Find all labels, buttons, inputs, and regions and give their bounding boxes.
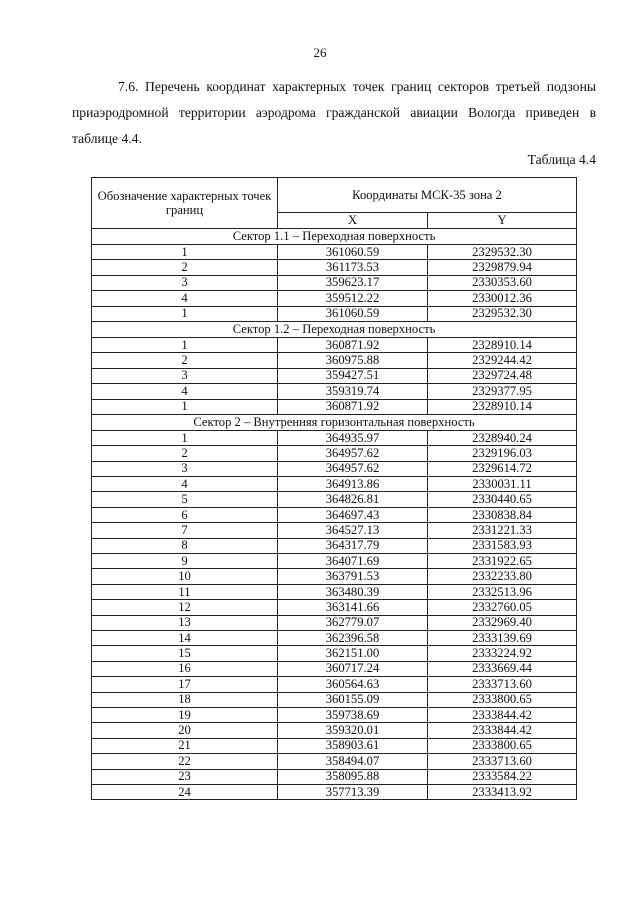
table-row [92,507,577,522]
y-coordinate-cell: 2329724.48 [428,368,577,383]
point-number-cell: 21 [92,738,278,753]
table-row [92,291,577,306]
x-coordinate-cell: 358095.88 [278,769,428,784]
point-number-cell: 9 [92,554,278,569]
y-coordinate-cell: 2329532.30 [428,306,577,321]
point-number-cell: 13 [92,615,278,630]
table-row [92,661,577,676]
table-row [92,477,577,492]
table-row [92,430,577,445]
table-row [92,523,577,538]
x-coordinate-cell: 364317.79 [278,538,428,553]
point-number-cell: 4 [92,477,278,492]
sector-header-row [92,321,577,337]
x-coordinate-cell: 360564.63 [278,677,428,692]
x-coordinate-cell: 364697.43 [278,507,428,522]
x-coordinate-cell: 363480.39 [278,584,428,599]
table-row [92,769,577,784]
table-row [92,615,577,630]
x-coordinate-cell: 360155.09 [278,692,428,707]
point-number-cell: 3 [92,275,278,290]
header-coordinates: Координаты МСК-35 зона 2 [278,178,577,213]
y-coordinate-cell: 2331221.33 [428,523,577,538]
table-row [92,368,577,383]
table-row [92,584,577,599]
point-number-cell: 1 [92,430,278,445]
point-number-cell: 22 [92,754,278,769]
sector-header-row [92,229,577,245]
point-number-cell: 4 [92,384,278,399]
x-coordinate-cell: 357713.39 [278,784,428,799]
x-coordinate-cell: 360975.88 [278,353,428,368]
y-coordinate-cell: 2333844.42 [428,707,577,722]
y-coordinate-cell: 2330031.11 [428,477,577,492]
y-coordinate-cell: 2333844.42 [428,723,577,738]
table-caption: Таблица 4.4 [527,152,596,167]
point-number-cell: 1 [92,245,278,260]
y-coordinate-cell: 2329614.72 [428,461,577,476]
table-row [92,784,577,799]
table-row [92,260,577,275]
y-coordinate-cell: 2333584.22 [428,769,577,784]
table-row [92,707,577,722]
y-coordinate-cell: 2328910.14 [428,399,577,414]
point-number-cell: 8 [92,538,278,553]
table-row [92,692,577,707]
x-coordinate-cell: 363141.66 [278,600,428,615]
y-coordinate-cell: 2333800.65 [428,738,577,753]
y-coordinate-cell: 2330440.65 [428,492,577,507]
intro-paragraph: 7.6. Перечень координат характерных точек границ секторов третьей подзоны приаэродромной территории аэродрома гражданской авиации Вологда приведен в таблице 4.4. [72,79,596,146]
x-coordinate-cell: 360871.92 [278,337,428,352]
x-coordinate-cell: 358903.61 [278,738,428,753]
y-coordinate-cell: 2332513.96 [428,584,577,599]
table-row [92,738,577,753]
point-number-cell: 2 [92,353,278,368]
x-coordinate-cell: 359320.01 [278,723,428,738]
x-coordinate-cell: 364913.86 [278,477,428,492]
point-number-cell: 4 [92,291,278,306]
table-row [92,245,577,260]
y-coordinate-cell: 2328910.14 [428,337,577,352]
table-body [92,229,577,800]
x-coordinate-cell: 362779.07 [278,615,428,630]
table-row [92,461,577,476]
y-coordinate-cell: 2333139.69 [428,630,577,645]
table-row [92,538,577,553]
y-coordinate-cell: 2333713.60 [428,677,577,692]
y-coordinate-cell: 2333800.65 [428,692,577,707]
y-coordinate-cell: 2333669.44 [428,661,577,676]
table-row [92,399,577,414]
point-number-cell: 3 [92,368,278,383]
table-row [92,275,577,290]
point-number-cell: 23 [92,769,278,784]
x-coordinate-cell: 359319.74 [278,384,428,399]
table-row [92,723,577,738]
table-row [92,600,577,615]
header-x: X [278,213,428,229]
x-coordinate-cell: 364957.62 [278,446,428,461]
point-number-cell: 19 [92,707,278,722]
y-coordinate-cell: 2329532.30 [428,245,577,260]
x-coordinate-cell: 364957.62 [278,461,428,476]
table-row [92,492,577,507]
y-coordinate-cell: 2332760.05 [428,600,577,615]
y-coordinate-cell: 2328940.24 [428,430,577,445]
point-number-cell: 10 [92,569,278,584]
point-number-cell: 1 [92,337,278,352]
point-number-cell: 24 [92,784,278,799]
point-number-cell: 18 [92,692,278,707]
x-coordinate-cell: 364935.97 [278,430,428,445]
y-coordinate-cell: 2333413.92 [428,784,577,799]
x-coordinate-cell: 359623.17 [278,275,428,290]
page-number: 26 [313,45,327,60]
table-row [92,306,577,321]
y-coordinate-cell: 2332233.80 [428,569,577,584]
x-coordinate-cell: 362151.00 [278,646,428,661]
point-number-cell: 11 [92,584,278,599]
x-coordinate-cell: 361060.59 [278,245,428,260]
point-number-cell: 15 [92,646,278,661]
x-coordinate-cell: 361060.59 [278,306,428,321]
x-coordinate-cell: 360717.24 [278,661,428,676]
table-row [92,630,577,645]
x-coordinate-cell: 364826.81 [278,492,428,507]
table-row [92,446,577,461]
x-coordinate-cell: 359512.22 [278,291,428,306]
table-row [92,569,577,584]
y-coordinate-cell: 2330838.84 [428,507,577,522]
table-row [92,384,577,399]
point-number-cell: 1 [92,306,278,321]
table-row [92,337,577,352]
sector-title: Сектор 1.1 – Переходная поверхность [92,229,577,245]
y-coordinate-cell: 2330353.60 [428,275,577,290]
point-number-cell: 16 [92,661,278,676]
point-number-cell: 17 [92,677,278,692]
point-number-cell: 3 [92,461,278,476]
sector-title: Сектор 1.2 – Переходная поверхность [92,321,577,337]
table-row [92,646,577,661]
point-number-cell: 2 [92,260,278,275]
table-row [92,754,577,769]
point-number-cell: 5 [92,492,278,507]
x-coordinate-cell: 359738.69 [278,707,428,722]
y-coordinate-cell: 2331583.93 [428,538,577,553]
sector-title: Сектор 2 – Внутренняя горизонтальная поверхность [92,414,577,430]
point-number-cell: 7 [92,523,278,538]
sector-header-row [92,414,577,430]
point-number-cell: 1 [92,399,278,414]
x-coordinate-cell: 358494.07 [278,754,428,769]
y-coordinate-cell: 2331922.65 [428,554,577,569]
x-coordinate-cell: 363791.53 [278,569,428,584]
x-coordinate-cell: 362396.58 [278,630,428,645]
x-coordinate-cell: 364071.69 [278,554,428,569]
point-number-cell: 14 [92,630,278,645]
x-coordinate-cell: 364527.13 [278,523,428,538]
y-coordinate-cell: 2329377.95 [428,384,577,399]
table-row [92,554,577,569]
coordinates-table [91,177,577,800]
y-coordinate-cell: 2333713.60 [428,754,577,769]
header-point-designation: Обозначение характерных точек границ [92,178,278,229]
y-coordinate-cell: 2329244.42 [428,353,577,368]
y-coordinate-cell: 2332969.40 [428,615,577,630]
x-coordinate-cell: 361173.53 [278,260,428,275]
x-coordinate-cell: 359427.51 [278,368,428,383]
header-y: Y [428,213,577,229]
table-row [92,353,577,368]
point-number-cell: 6 [92,507,278,522]
y-coordinate-cell: 2329879.94 [428,260,577,275]
y-coordinate-cell: 2330012.36 [428,291,577,306]
x-coordinate-cell: 360871.92 [278,399,428,414]
y-coordinate-cell: 2333224.92 [428,646,577,661]
point-number-cell: 12 [92,600,278,615]
table-row [92,677,577,692]
y-coordinate-cell: 2329196.03 [428,446,577,461]
point-number-cell: 20 [92,723,278,738]
point-number-cell: 2 [92,446,278,461]
